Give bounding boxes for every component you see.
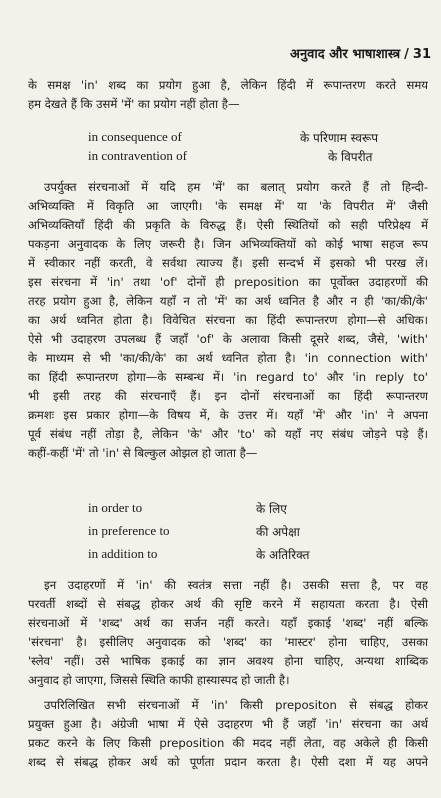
page-number: 31	[412, 47, 431, 62]
hindi-equivalent: के अतिरिक्त	[256, 548, 310, 562]
text-line: का हिंदी रूपान्तरण होगा—के सम्बन्ध में। 'in regard to' और 'in reply to'	[28, 370, 428, 384]
hindi-equivalent: के लिए	[256, 502, 287, 516]
text-line: अभिव्यक्तियाँ हिंदी की प्रकृति के विरुद्ध हैं। ऐसी स्थितियों को सही परिप्रेक्ष्य में	[28, 218, 428, 232]
running-header	[290, 44, 431, 62]
text-line: तरह प्रयोग हुआ है, लेकिन यहाँ न तो 'में' का अर्थ ध्वनित है और न ही 'का/की/के'	[28, 294, 428, 308]
text-line: 'स्लेव' नहीं। उसे भाषिक इकाई का ज्ञान अवश्य होना चाहिए, अन्यथा शाब्दिक	[28, 654, 428, 668]
hindi-equivalent: के विपरीत	[328, 150, 373, 164]
text-line: पूर्व संबंध नहीं तोड़ा है, लेकिन 'के' और 'to' को यहाँ नए संबंध जोड़ने पड़े हैं।	[28, 427, 428, 441]
text-line: प्रकट करने के लिए किसी preposition की मदद नहीं लेता, वह अकेले ही किसी	[28, 736, 428, 750]
text-line: क्रमशः इस प्रकार होगा—के विषय में, के उत्तर में। यहाँ 'में' और 'in' ने अपना	[28, 408, 428, 422]
english-phrase: in addition to	[88, 546, 158, 561]
hindi-equivalent: के परिणाम स्वरूप	[300, 131, 379, 145]
text-line: के माध्यम से भी 'का/की/के' का अर्थ ध्वनित होता है। 'in connection with'	[28, 351, 428, 365]
text-line: उपरिलिखित सभी संरचनाओं में 'in' किसी prepositon से संबद्ध होकर	[44, 698, 428, 712]
text-line: अभिव्यक्ति में विकृति आ जाएगी। 'के समक्ष में' या 'के विपरीत में' जैसी	[28, 199, 428, 213]
text-line: ऐसे भी उदाहरण उपलब्ध हैं जहाँ 'of' के अलावा किसी दूसरे शब्द, जैसे, 'with'	[28, 332, 428, 346]
text-line: के समक्ष 'in' शब्द का प्रयोग हुआ है, लेकिन हिंदी में रूपान्तरण करते समय	[28, 78, 428, 92]
text-line: उपर्युक्त संरचनाओं में यदि हम 'में' का बलात् प्रयोग करते हैं तो हिन्दी-	[44, 180, 428, 194]
text-line: संरचनाओं में 'शब्द' अर्थ का सर्जन नहीं करते। यहाँ इकाई 'शब्द' नहीं बल्कि	[28, 616, 428, 630]
text-line: का अर्थ ध्वनित होता है। विवेचित संरचना का हिंदी रूपान्तरण होगा—से अधिक।	[28, 313, 428, 327]
text-line: 'संरचना' है। इसीलिए अनुवादक को 'शब्द' का 'मास्टर' होना चाहिए, उसका	[28, 635, 428, 649]
english-phrase: in preference to	[88, 523, 170, 538]
text-line: इन उदाहरणों में 'in' की स्वतंत्र सत्ता नहीं है। उसकी सत्ता है, पर वह	[44, 578, 428, 592]
english-phrase: in consequence of	[88, 129, 182, 144]
text-line: कहीं-कहीं 'में' तो 'in' से बिल्कुल ओझल हो जाता है—	[28, 446, 258, 460]
header-title: अनुवाद और भाषाशास्त्र	[290, 47, 401, 62]
hindi-equivalent: की अपेक्षा	[256, 525, 300, 539]
text-line: प्रयुक्त हुआ है। अंग्रेजी भाषा में ऐसे उदाहरण भी हैं जहाँ 'in' संरचना का अर्थ	[28, 717, 428, 731]
english-phrase: in contravention of	[88, 148, 187, 163]
text-line: परवर्ती शब्दों से संबद्ध होकर अर्थ की सृष्टि करने में सहायता करता है। ऐसी	[28, 597, 428, 611]
text-line: इस संरचना में 'in' तथा 'of' दोनों ही preposition का पूर्वोक्त उदाहरणों की	[28, 275, 428, 289]
header-separator: /	[404, 47, 409, 62]
text-line: पकड़ना अनुवादक के लिए जरूरी है। जिन अभिव्यक्तियों को कोई भाषा सहज रूप	[28, 237, 428, 251]
text-line: में स्वीकार नहीं करती, वे सर्वथा त्याज्य हैं। इसी सन्दर्भ में इसको भी परख लें।	[28, 256, 428, 270]
text-line: अनुवाद हो जाएगा, जिससे स्थिति काफी हास्यास्पद हो जाती है।	[28, 673, 290, 687]
text-line: हम देखते हैं कि उसमें 'में' का प्रयोग नहीं होता है—	[28, 97, 240, 111]
text-line: शब्द से संबद्ध होकर अर्थ को पूर्णता प्रदान करता है। ऐसी दशा में यह अपने	[28, 755, 428, 769]
english-phrase: in order to	[88, 500, 143, 515]
text-line: भी इसी तरह की संरचनाएँ हैं। इन दोनों संरचनाओं का हिंदी रूपान्तरण	[28, 389, 428, 403]
